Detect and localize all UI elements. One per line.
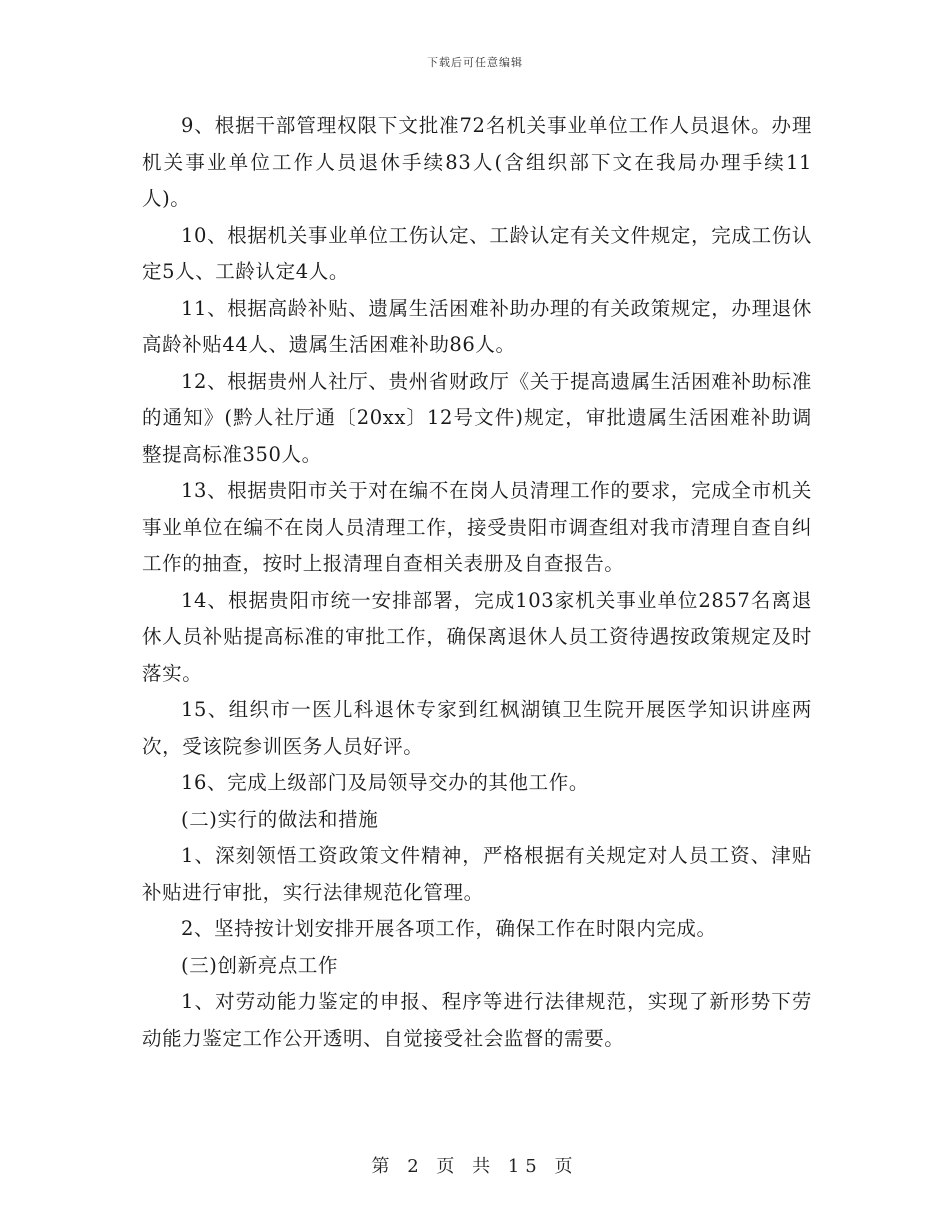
header-note: 下载后可任意编辑 xyxy=(427,56,523,69)
section-heading-measures: (二)实行的做法和措施 xyxy=(181,807,379,831)
paragraph-item-11: 11、根据高龄补贴、遗属生活困难补助办理的有关政策规定，办理退休高龄补贴44人、遗属生活困难补助86人。 xyxy=(142,296,812,356)
paragraph-item-13: 13、根据贵阳市关于对在编不在岗人员清理工作的要求，完成全市机关事业单位在编不在岗人员清理工作，接受贵阳市调查组对我市清理自查自纠工作的抽查，按时上报清理自查相关表册及自查报告。 xyxy=(142,479,812,575)
paragraph-item-9: 9、根据干部管理权限下文批准72名机关事业单位工作人员退休。办理机关事业单位工作人员退休手续83人(含组织部下文在我局办理手续11人)。 xyxy=(142,114,812,210)
document-body xyxy=(142,108,812,1057)
paragraph-item-16: 16、完成上级部门及局领导交办的其他工作。 xyxy=(181,771,589,794)
paragraph-item-10: 10、根据机关事业单位工伤认定、工龄认定有关文件规定，完成工伤认定5人、工龄认定4人。 xyxy=(142,223,812,283)
paragraph-measure-1: 1、深刻领悟工资政策文件精神，严格根据有关规定对人员工资、津贴补贴进行审批，实行法律规范化管理。 xyxy=(142,844,812,904)
paragraph-item-15: 15、组织市一医儿科退休专家到红枫湖镇卫生院开展医学知识讲座两次，受该院参训医务人员好评。 xyxy=(142,698,812,758)
section-heading-innovation: (三)创新亮点工作 xyxy=(181,953,339,977)
page-number-footer: 第 2 页 共 15 页 xyxy=(371,1156,579,1177)
paragraph-measure-2: 2、坚持按计划安排开展各项工作，确保工作在时限内完成。 xyxy=(181,917,717,940)
paragraph-innovation-1: 1、对劳动能力鉴定的申报、程序等进行法律规范，实现了新形势下劳动能力鉴定工作公开透明、自觉接受社会监督的需要。 xyxy=(142,990,812,1050)
paragraph-item-14: 14、根据贵阳市统一安排部署，完成103家机关事业单位2857名离退休人员补贴提高标准的审批工作，确保离退休人员工资待遇按政策规定及时落实。 xyxy=(142,588,812,685)
paragraph-item-12: 12、根据贵州人社厅、贵州省财政厅《关于提高遗属生活困难补助标准的通知》(黔人社厅通〔20xx〕12号文件)规定，审批遗属生活困难补助调整提高标准350人。 xyxy=(142,369,812,466)
